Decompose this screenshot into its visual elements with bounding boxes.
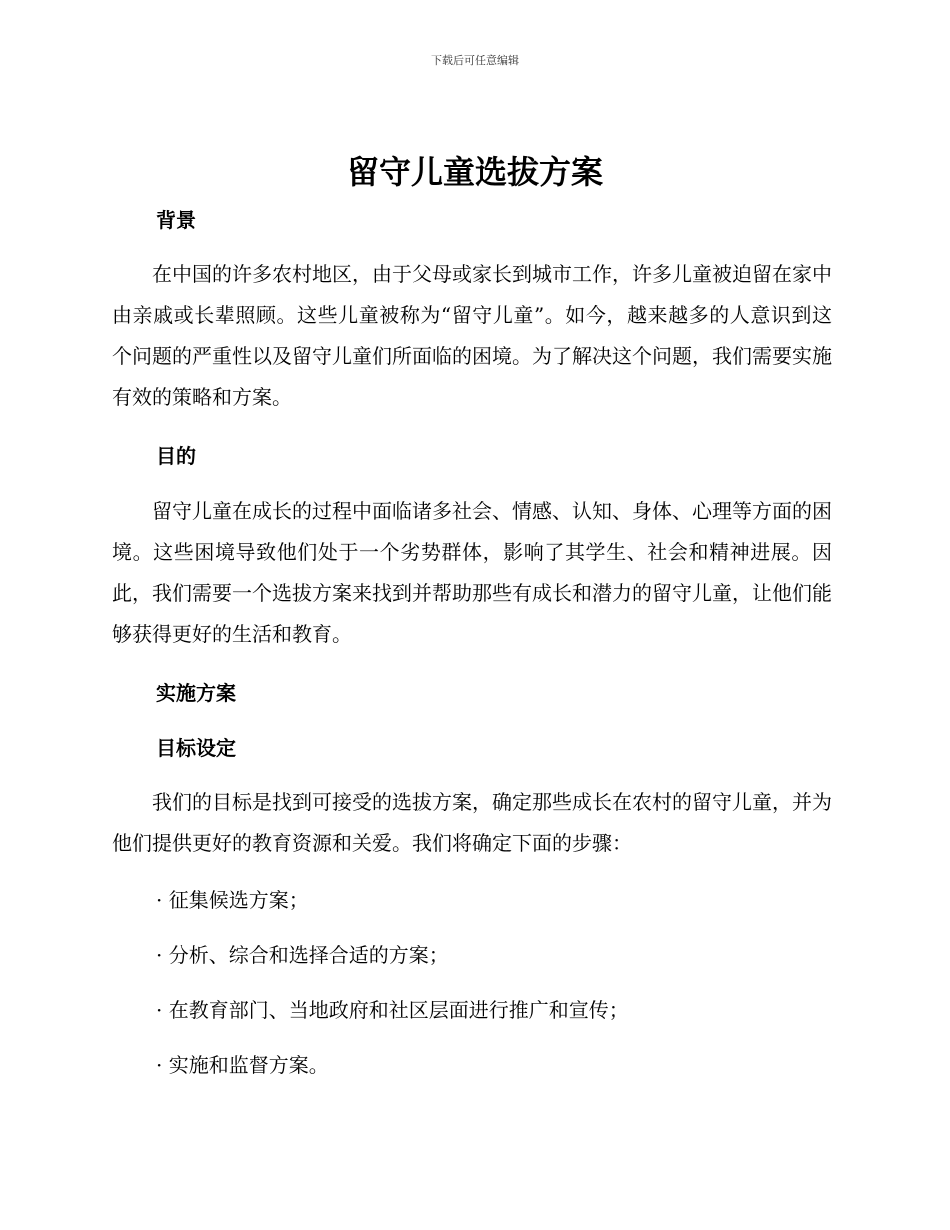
section-heading-background: 背景 — [156, 208, 196, 232]
document-title: 留守儿童选拔方案 — [346, 153, 603, 191]
section-heading-goal-setting: 目标设定 — [156, 736, 236, 760]
goal-setting-paragraph: 我们的目标是找到可接受的选拔方案，确定那些成长在农村的留守儿童，并为他们提供更好的教育资源和关爱。我们将确定下面的步骤： — [112, 790, 832, 855]
step-list-item: · 在教育部门、当地政府和社区层面进行推广和宣传； — [156, 998, 629, 1022]
purpose-paragraph: 留守儿童在成长的过程中面临诸多社会、情感、认知、身体、心理等方面的困境。这些困境导致他们处于一个劣势群体，影响了其学生、社会和精神进展。因此，我们需要一个选拔方案来找到并帮助那些有成长和潜力的留守儿童，让他们能够获得更好的生活和教育。 — [112, 499, 832, 646]
step-list-item: · 征集候选方案； — [156, 888, 309, 912]
section-heading-purpose: 目的 — [156, 444, 196, 468]
page-header-note: 下载后可任意编辑 — [431, 54, 519, 67]
step-list-item: · 分析、综合和选择合适的方案； — [156, 943, 449, 967]
step-list-item: · 实施和监督方案。 — [156, 1053, 329, 1077]
section-heading-implementation: 实施方案 — [156, 681, 236, 705]
background-paragraph: 在中国的许多农村地区，由于父母或家长到城市工作，许多儿童被迫留在家中由亲戚或长辈照顾。这些儿童被称为“留守儿童”。如今，越来越多的人意识到这个问题的严重性以及留守儿童们所面临的困境。为了解决这个问题，我们需要实施有效的策略和方案。 — [112, 262, 832, 409]
